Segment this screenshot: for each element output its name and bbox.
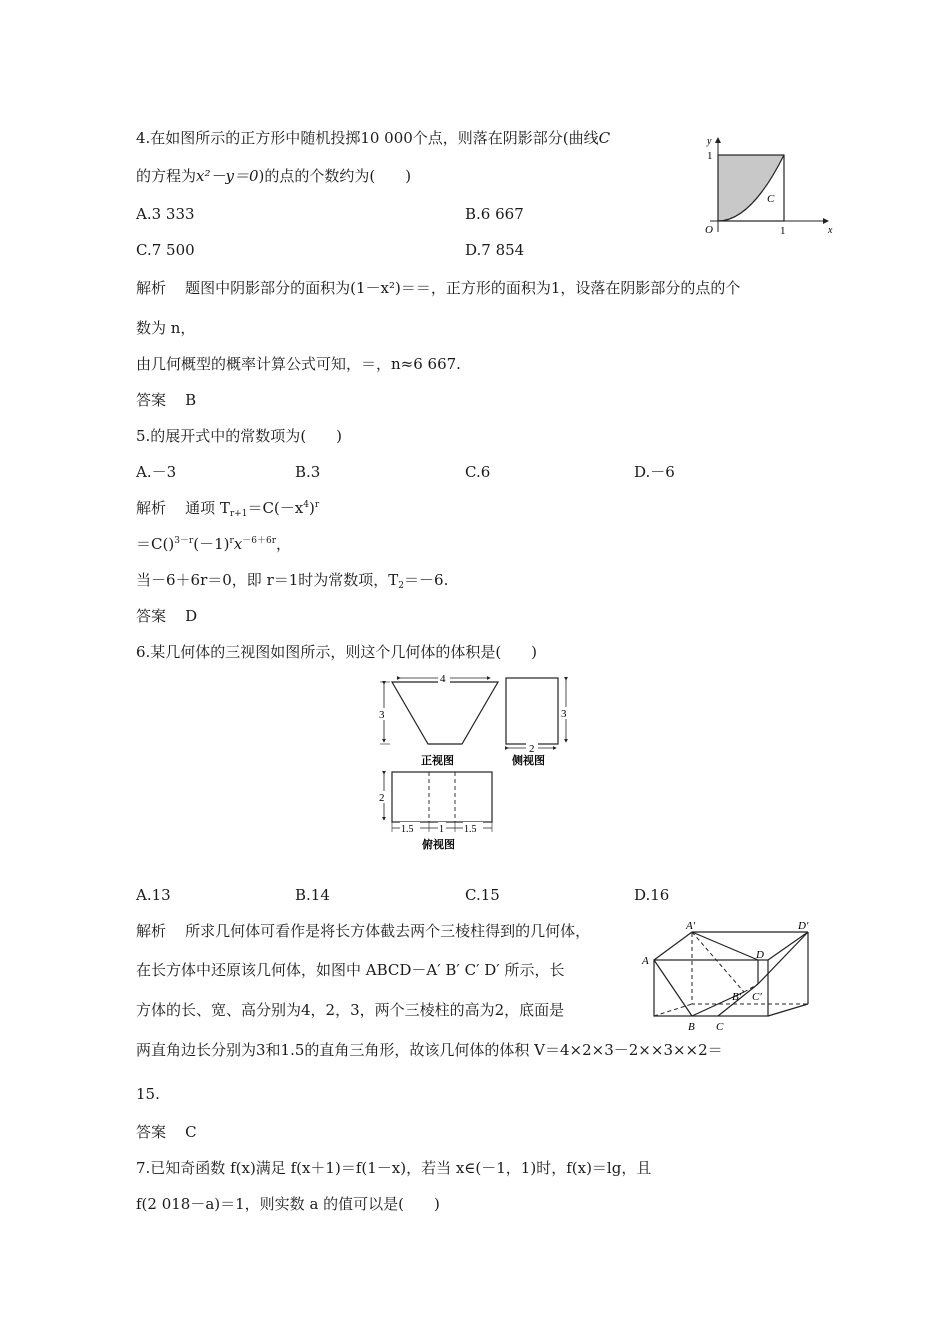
- q6-option-d: D.16: [634, 886, 670, 904]
- front-view-label: 正视图: [421, 755, 454, 767]
- label-a: A: [642, 955, 649, 967]
- tick-y-1: 1: [707, 150, 713, 162]
- side-view-shape: [506, 678, 558, 744]
- side-height-dim: 3: [561, 708, 567, 720]
- front-height-dim: 3: [379, 709, 385, 721]
- q6-solution-line3: 方体的长、宽、高分别为4，2，3，两个三棱柱的高为2，底面是: [136, 1001, 565, 1019]
- q4-option-b: B.6 667: [465, 205, 524, 223]
- q6-solution-line5: 15.: [136, 1085, 160, 1103]
- q6-option-b: B.14: [295, 886, 330, 904]
- top-seg2-dim: 1: [439, 824, 444, 835]
- top-seg3-dim: 1.5: [464, 824, 477, 835]
- q4-solution-line3: 由几何概型的概率计算公式可知，＝，n≈6 667.: [136, 355, 461, 373]
- q7-stem-line1: 7.已知奇函数 f(x)满足 f(x＋1)＝f(1－x)，若当 x∈(－1，1)时，f(x)＝lg，且: [136, 1159, 652, 1177]
- q5-solution-line1: 解析 通项 $T_{r+1}=C(-x^4)^r$: [136, 499, 320, 519]
- curve-label: C: [767, 193, 775, 205]
- label-c: C: [716, 1021, 724, 1032]
- top-height-dim: 2: [379, 792, 385, 804]
- q4-square-figure: [700, 132, 840, 238]
- label-a1: A′: [686, 920, 696, 932]
- y-axis-label: y: [707, 136, 712, 147]
- q4-stem-line1: 4.在如图所示的正方形中随机投掷10 000个点，则落在阴影部分(曲线C: [136, 129, 611, 147]
- q5-solution-line3: 当－6＋6r＝0，即 r＝1时为常数项，$T_2=-6$.: [136, 571, 449, 591]
- side-view-label: 侧视图: [512, 755, 545, 767]
- q5-option-a: A.－3: [136, 463, 177, 481]
- q5-option-c: C.6: [465, 463, 491, 481]
- q4-option-a: A.3 333: [136, 205, 195, 223]
- q4-option-c: C.7 500: [136, 241, 195, 259]
- tick-x-1: 1: [780, 225, 786, 237]
- q6-answer: 答案 C: [136, 1123, 197, 1141]
- q6-solution-line4: 两直角边长分别为3和1.5的直角三角形，故该几何体的体积 V＝4×2×3－2××3××2＝: [136, 1041, 723, 1059]
- q4-solution-line1: 解析 题图中阴影部分的面积为(1－x²)＝＝，正方形的面积为1，设落在阴影部分的点的个: [136, 279, 741, 297]
- shaded-region: [718, 155, 784, 221]
- q4-stem-line2: 的方程为x²－y＝0)的点的个数约为( ): [136, 167, 412, 185]
- q5-answer: 答案 D: [136, 607, 198, 625]
- label-d1: D′: [798, 920, 809, 932]
- top-view-shape: [392, 772, 492, 822]
- q6-option-c: C.15: [465, 886, 500, 904]
- label-b: B: [688, 1021, 695, 1032]
- label-d: D: [756, 949, 764, 961]
- label-c1: C′: [752, 991, 762, 1003]
- q4-solution-line2: 数为 n，: [136, 319, 196, 337]
- q4-answer: 答案 B: [136, 391, 197, 409]
- q7-stem-line2: f(2 018－a)＝1，则实数 a 的值可以是( ): [136, 1195, 440, 1213]
- front-view-shape: [392, 682, 498, 744]
- q6-option-a: A.13: [136, 886, 171, 904]
- top-seg1-dim: 1.5: [401, 824, 414, 835]
- q6-solution-line1: 解析 所求几何体可看作是将长方体截去两个三棱柱得到的几何体，: [136, 922, 591, 940]
- q5-option-d: D.－6: [634, 463, 675, 481]
- front-top-dim: 4: [440, 673, 446, 685]
- side-width-dim: 2: [529, 743, 535, 755]
- q4-option-d: D.7 854: [465, 241, 525, 259]
- q6-stem: 6.某几何体的三视图如图所示，则这个几何体的体积是( ): [136, 643, 538, 661]
- label-b1: B′: [732, 991, 742, 1003]
- origin-label: O: [705, 224, 713, 236]
- q5-option-b: B.3: [295, 463, 321, 481]
- q5-stem: 5.的展开式中的常数项为( ): [136, 427, 343, 445]
- top-view-label: 俯视图: [422, 839, 455, 851]
- q6-three-view-figure: [376, 672, 586, 858]
- q6-box-figure: [636, 918, 826, 1032]
- q6-solution-line2: 在长方体中还原该几何体，如图中 ABCD－A′ B′ C′ D′ 所示，长: [136, 961, 565, 979]
- q5-solution-line2: $=C()^{3-r}(-1)^rx^{-6+6r}$，: [136, 535, 292, 553]
- x-axis-label: x: [828, 225, 833, 236]
